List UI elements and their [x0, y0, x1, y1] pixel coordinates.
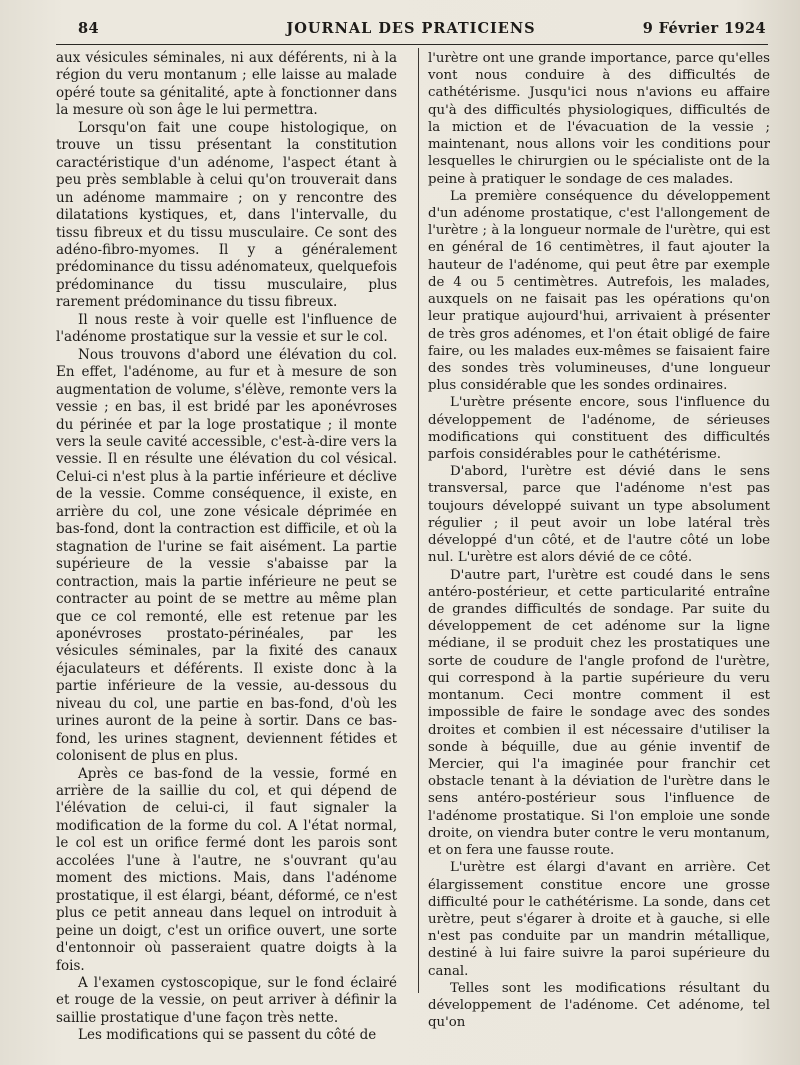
- issue-date: 9 Février 1924: [642, 20, 766, 37]
- header-rule: [56, 44, 768, 45]
- paragraph: Lorsqu'on fait une coupe histologique, on trouve un tissu présentant la constitution caractéristique d'un adénome, l'aspect étant à peu près semblable à celui qu'on trouverait dans un adénome mammaire ; on y rencontre des dilatations kystiques, et, dans l'intervalle, du tissu fibreux et du tissu musculaire. Ce sont des adéno-fibro-myomes. Il y a généralement prédominance du tissu adénomateux, quelquefois prédominance du tissu musculaire, plus rarement prédominance du tissu fibreux.: [56, 119, 397, 311]
- paragraph: aux vésicules séminales, ni aux déférents, ni à la région du veru montanum ; elle laisse au malade opéré toute sa génitalité, apte à fonctionner dans la mesure où son âge le lui permettra.: [56, 50, 397, 119]
- page-number: 84: [78, 20, 99, 37]
- paragraph: l'urètre ont une grande importance, parce qu'elles vont nous conduire à des difficultés de cathétérisme. Jusqu'ici nous n'avions eu affaire qu'à des difficultés physiologiques, difficultés de la miction et de l'évacuation de la vessie ; maintenant, nous allons voir les conditions pour lesquelles le chirurgien ou le spécialiste ont de la peine à pratiquer le sondage de ces malades.: [428, 51, 770, 187]
- paragraph: D'abord, l'urètre est dévié dans le sens transversal, parce que l'adénome n'est pas toujours développé suivant un type absolument régulier ; il peut avoir un lobe latéral très développé d'un côté, et de l'autre côté un lobe nul. L'urètre est alors dévié de ce côté.: [428, 464, 770, 566]
- left-column: [56, 50, 397, 1045]
- paragraph: La première conséquence du développement d'un adénome prostatique, c'est l'allongement de l'urètre ; à la longueur normale de l'urètre, qui est en général de 16 centimètres, il faut ajouter la hauteur de l'adénome, qui peut être par exemple de 4 ou 5 centimètres. Autrefois, les malades, auxquels on ne faisait pas les opérations qu'on leur pratique aujourd'hui, arrivaient à présenter de très gros adénomes, et l'on était obligé de faire faire, ou les malades eux-mêmes se faisaient faire des sondes très volumineuses, d'une longueur plus considérable que les sondes ordinaires.: [428, 188, 770, 394]
- paragraph: A l'examen cystoscopique, sur le fond éclairé et rouge de la vessie, on peut arriver à définir la saillie prostatique d'une façon très nette.: [56, 975, 397, 1026]
- paragraph: D'autre part, l'urètre est coudé dans le sens antéro-postérieur, et cette particularité entraîne de grandes difficultés de sondage. Par suite du développement de cet adénome sur la ligne médiane, il se produit chez les prostatiques une sorte de coudure de l'angle profond de l'urètre, qui correspond à la partie supérieure du veru montanum. Ceci montre comment il est impossible de faire le sondage avec des sondes droites et combien il est nécessaire d'utiliser la sonde à béquille, due au génie inventif de Mercier, qui l'a imaginée pour franchir cet obstacle tenant à la déviation de l'urètre dans le sens antéro-postérieur sous l'influence de l'adénome prostatique. Si l'on emploie une sonde droite, on viendra buter contre le veru montanum, et on fera une fausse route.: [428, 567, 770, 859]
- column-divider: [418, 48, 419, 993]
- paragraph: Les modifications qui se passent du côté de: [78, 1027, 377, 1044]
- right-column: [428, 50, 770, 1031]
- paragraph: Il nous reste à voir quelle est l'influence de l'adénome prostatique sur la vessie et sur le col.: [56, 311, 397, 346]
- journal-title: JOURNAL DES PRATICIENS: [286, 20, 536, 37]
- paragraph: L'urètre est élargi d'avant en arrière. Cet élargissement constitue encore une grosse difficulté pour le cathétérisme. La sonde, dans cet urètre, peut s'égarer à droite et à gauche, si elle n'est pas conduite par un mandrin métallique, destiné à lui faire suivre la paroi supérieure du canal.: [428, 860, 770, 979]
- paragraph: Après ce bas-fond de la vessie, formé en arrière de la saillie du col, et qui dépend de l'élévation de celui-ci, il faut signaler la modification de la forme du col. A l'état normal, le col est un orifice fermé dont les parois sont accolées l'une à l'autre, ne s'ouvrant qu'au moment des mictions. Mais, dans l'adénome prostatique, il est élargi, béant, déformé, ce n'est plus ce petit anneau dans lequel on introduit à peine un doigt, c'est un orifice ouvert, une sorte d'entonnoir où passeraient quatre doigts à la fois.: [56, 765, 397, 974]
- paragraph: L'urètre présente encore, sous l'influence du développement de l'adénome, de sérieuses modifications qui constituent des difficultés parfois considérables pour le cathétérisme.: [428, 395, 770, 463]
- page-header: [56, 20, 766, 42]
- paragraph: Telles sont les modifications résultant du développement de l'adénome. Cet adénome, tel qu'on: [428, 980, 770, 1031]
- paragraph: Nous trouvons d'abord une élévation du col. En effet, l'adénome, au fur et à mesure de son augmentation de volume, s'élève, remonte vers la vessie ; en bas, il est bridé par les aponévroses du périnée et par la loge prostatique ; il monte vers la seule cavité accessible, c'est-à-dire vers la vessie. Il en résulte une élévation du col vésical. Celui-ci n'est plus à la partie inférieure et déclive de la vessie. Comme conséquence, il existe, en arrière du col, une zone vésicale déprimée en bas-fond, dont la contraction est difficile, et où la stagnation de l'urine se fait aisément. La partie supérieure de la vessie s'abaisse par la contraction, mais la partie inférieure ne peut se contracter au point de se mettre au même plan que ce col remonté, elle est retenue par les aponévroses prostato-périnéales, par les vésicules séminales, par la fixité des canaux éjaculateurs et déférents. Il existe donc à la partie inférieure de la vessie, au-dessous du niveau du col, une partie en bas-fond, d'où les urines auront de la peine à sortir. Dans ce bas-fond, les urines stagnent, deviennent fétides et colonisent de plus en plus.: [56, 346, 397, 765]
